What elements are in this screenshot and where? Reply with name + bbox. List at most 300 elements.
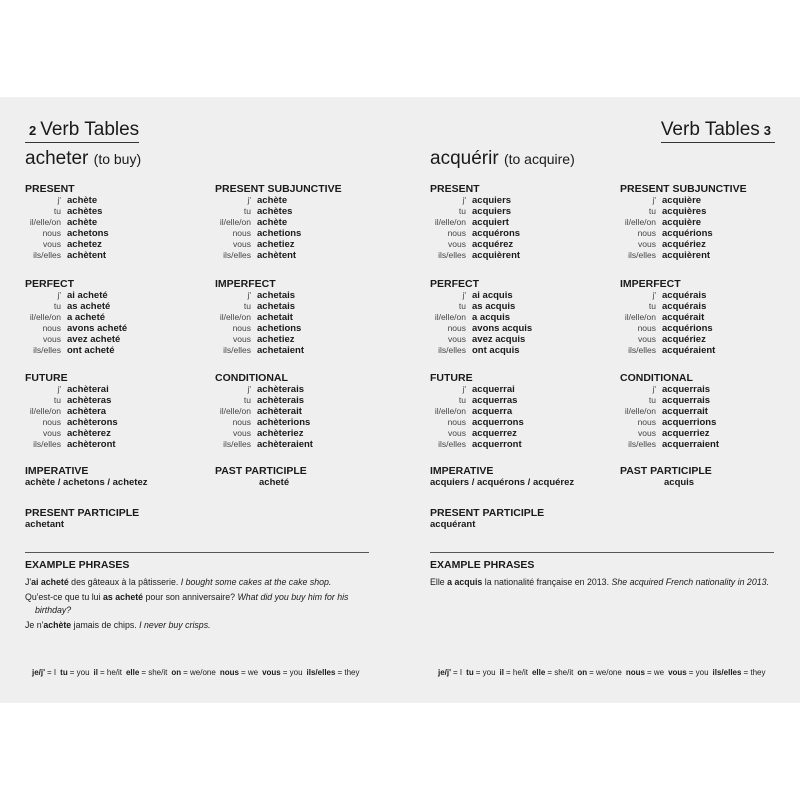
legend-key: on — [577, 668, 588, 677]
phrase-pre: Elle — [430, 577, 448, 587]
conjugation-row — [25, 406, 195, 417]
verb-form: achèterait — [257, 406, 302, 417]
verb-form: ai acquis — [472, 290, 513, 301]
verb-form: acquérez — [472, 239, 514, 250]
legend-key: vous — [668, 668, 687, 677]
imperative — [430, 465, 620, 488]
tense-name: PRESENT — [25, 183, 75, 195]
legend-entry — [500, 668, 528, 677]
phrase-italic: I bought some cakes at the cake shop. — [180, 577, 332, 587]
conjugation-row — [215, 428, 385, 439]
legend-value: = he/it — [99, 668, 122, 677]
pronoun: ils/elles — [628, 345, 656, 355]
pronoun: vous — [233, 239, 251, 249]
legend-entry — [171, 668, 215, 677]
legend-key: il — [93, 668, 98, 677]
past-participle — [620, 465, 790, 488]
section-title-text: Verb Tables — [40, 119, 140, 140]
tense-name: IMPERFECT — [620, 278, 681, 290]
imperative-forms: acquiers / acquérons / acquérez — [430, 477, 575, 488]
tense-name: PRESENT PARTICIPLE — [430, 507, 545, 519]
conjugation-row — [215, 228, 385, 239]
verb-form: acquièrent — [662, 250, 711, 261]
verb-form: as acheté — [67, 301, 111, 312]
pronoun: ils/elles — [628, 250, 656, 260]
legend-entry — [262, 668, 302, 677]
pronoun: tu — [648, 206, 656, 216]
conjugation-row — [620, 406, 790, 417]
legend-value: = you — [282, 668, 303, 677]
left-page — [0, 97, 400, 703]
legend-entry — [532, 668, 573, 677]
conjugation-row — [430, 417, 600, 428]
present-participle-form: acquérant — [430, 519, 476, 530]
pronoun: tu — [458, 301, 466, 311]
example-phrase — [25, 619, 365, 632]
conjugation-row — [430, 384, 600, 395]
page-number: 3 — [763, 123, 771, 138]
pronoun: tu — [243, 301, 251, 311]
conjugation-row — [430, 290, 600, 301]
tense-perfect — [25, 278, 195, 356]
verb-form: acquièrent — [472, 250, 521, 261]
verb-form: achèterais — [257, 395, 305, 406]
pronoun: nous — [232, 323, 251, 333]
example-phrases — [430, 576, 770, 591]
past-participle-form: acheté — [259, 477, 290, 488]
conjugation-row — [25, 290, 195, 301]
pronoun: tu — [458, 206, 466, 216]
pronoun: il/elle/on — [434, 406, 466, 416]
conjugation-row — [215, 206, 385, 217]
right-page — [400, 97, 800, 703]
verb-form: achetait — [257, 312, 293, 323]
pronoun: j' — [462, 195, 466, 205]
pronoun: il/elle/on — [29, 406, 61, 416]
example-phrase — [25, 591, 365, 617]
conjugation-row — [215, 290, 385, 301]
conjugation-row — [430, 312, 600, 323]
conjugation-row — [215, 239, 385, 250]
page-number: 2 — [29, 123, 37, 138]
pronoun: ils/elles — [438, 345, 466, 355]
verb-form: achetons — [67, 228, 109, 239]
tense-name: IMPERATIVE — [25, 465, 89, 477]
conjugation-row — [25, 228, 195, 239]
conjugation-row — [25, 312, 195, 323]
example-phrase — [25, 576, 365, 589]
pronoun: nous — [637, 228, 656, 238]
verb-form: acquérions — [662, 228, 713, 239]
example-phrases-title: EXAMPLE PHRASES — [430, 559, 535, 571]
divider — [25, 552, 369, 553]
legend-value: = you — [69, 668, 90, 677]
conjugation-row — [215, 312, 385, 323]
verb-form: achète — [257, 195, 288, 206]
conjugation-row — [215, 250, 385, 261]
conjugation-row — [620, 195, 790, 206]
verb-form: avez acquis — [472, 334, 526, 345]
pronoun: nous — [42, 228, 61, 238]
section-title-text: Verb Tables — [660, 119, 760, 140]
tense-conditional — [620, 372, 790, 450]
pronoun: vous — [638, 239, 656, 249]
pronoun: il/elle/on — [434, 312, 466, 322]
conjugation-row — [430, 228, 600, 239]
pronoun: ils/elles — [223, 439, 251, 449]
pronoun: j' — [462, 384, 466, 394]
verb-form: acquerrons — [472, 417, 524, 428]
tense-name: PERFECT — [430, 278, 480, 290]
legend-entry — [668, 668, 708, 677]
pronoun: ils/elles — [628, 439, 656, 449]
conjugation-row — [25, 217, 195, 228]
pronoun: vous — [448, 428, 466, 438]
pronoun: nous — [232, 228, 251, 238]
pronoun: vous — [43, 239, 61, 249]
conjugation-row — [25, 395, 195, 406]
verb-infinitive: acquérir — [430, 148, 499, 169]
legend-value: = we/one — [183, 668, 216, 677]
legend-value: = you — [475, 668, 496, 677]
verb-form: achèteriez — [257, 428, 304, 439]
verb-form: acquérait — [662, 312, 705, 323]
pronoun: j' — [652, 384, 656, 394]
conjugation-row — [215, 217, 385, 228]
tense-name: IMPERATIVE — [430, 465, 494, 477]
verb-form: as acquis — [472, 301, 516, 312]
pronoun: ils/elles — [33, 439, 61, 449]
conjugation-row — [215, 417, 385, 428]
legend-entry — [466, 668, 495, 677]
verb-form: a acheté — [67, 312, 106, 323]
pronoun: il/elle/on — [219, 406, 251, 416]
conjugation-row — [430, 395, 600, 406]
example-phrase — [430, 576, 770, 589]
verb-form: achetiez — [257, 334, 295, 345]
verb-gloss: (to buy) — [93, 151, 142, 167]
verb-form: acquerront — [472, 439, 522, 450]
verb-form: achètent — [257, 250, 297, 261]
conjugation-row — [25, 417, 195, 428]
pronoun: nous — [42, 323, 61, 333]
pronoun: vous — [448, 239, 466, 249]
tense-name: IMPERFECT — [215, 278, 276, 290]
verb-form: ont acheté — [67, 345, 115, 356]
pronoun: il/elle/on — [29, 312, 61, 322]
verb-form: acquerras — [472, 395, 518, 406]
conjugation-row — [620, 428, 790, 439]
verb-form: achètes — [67, 206, 103, 217]
pronoun: vous — [233, 334, 251, 344]
tense-name: PRESENT PARTICIPLE — [25, 507, 140, 519]
conjugation-row — [215, 439, 385, 450]
legend-entry — [220, 668, 258, 677]
past-participle-form: acquis — [664, 477, 695, 488]
verb-form: acquériez — [662, 334, 706, 345]
pronoun: nous — [637, 323, 656, 333]
legend-value: = they — [337, 668, 360, 677]
phrase-italic: What did you buy him for his — [237, 592, 349, 602]
present-participle — [430, 507, 600, 530]
pronoun: ils/elles — [33, 250, 61, 260]
conjugation-row — [25, 323, 195, 334]
verb-title — [430, 148, 575, 170]
legend-entry — [94, 668, 122, 677]
conjugation-row — [430, 206, 600, 217]
verb-form: acquerrions — [662, 417, 717, 428]
conjugation-row — [25, 384, 195, 395]
legend-entry — [32, 668, 56, 677]
conjugation-row — [620, 417, 790, 428]
legend-entry — [438, 668, 462, 677]
pronoun: nous — [42, 417, 61, 427]
conjugation-row — [215, 195, 385, 206]
verb-form: acquiert — [472, 217, 509, 228]
pronoun: tu — [53, 395, 61, 405]
verb-form: achetions — [257, 323, 302, 334]
tense-imperfect — [215, 278, 385, 356]
phrase-italic: I never buy crisps. — [139, 620, 211, 630]
verb-form: achète — [257, 217, 288, 228]
verb-form: achèteras — [67, 395, 112, 406]
verb-form: achèterais — [257, 384, 305, 395]
conjugation-row — [25, 250, 195, 261]
verb-form: achetais — [257, 301, 296, 312]
conjugation-row — [215, 301, 385, 312]
pronoun: ils/elles — [33, 345, 61, 355]
phrase-post: jamais de chips. — [71, 620, 140, 630]
conjugation-row — [25, 206, 195, 217]
legend-entry — [626, 668, 664, 677]
pronoun: il/elle/on — [624, 312, 656, 322]
legend-value: = I — [453, 668, 463, 677]
conjugation-row — [430, 439, 600, 450]
legend-value: = you — [688, 668, 709, 677]
tense-present — [25, 183, 195, 261]
phrase-bold: achète — [43, 620, 72, 630]
legend-key: il — [499, 668, 504, 677]
verb-form: achetiez — [257, 239, 295, 250]
tense-conditional — [215, 372, 385, 450]
verb-form: acquérons — [472, 228, 521, 239]
verb-form: achète — [67, 195, 98, 206]
conjugation-row — [215, 323, 385, 334]
verb-form: achèterions — [257, 417, 311, 428]
verb-form: acquériez — [662, 239, 706, 250]
verb-form: acquiers — [472, 206, 512, 217]
legend-entry — [577, 668, 621, 677]
tense-name: PAST PARTICIPLE — [620, 465, 712, 477]
legend-entry — [307, 668, 360, 677]
tense-name: PAST PARTICIPLE — [215, 465, 307, 477]
example-phrases — [25, 576, 365, 634]
pronoun: nous — [447, 323, 466, 333]
conjugation-row — [620, 323, 790, 334]
verb-form: achèteraient — [257, 439, 313, 450]
pronoun: vous — [638, 428, 656, 438]
pronoun-legend — [32, 668, 363, 677]
pronoun: j' — [652, 195, 656, 205]
legend-key: ils/elles — [712, 668, 742, 677]
verb-form: achetez — [67, 239, 102, 250]
tense-future — [25, 372, 195, 450]
verb-form: avez acheté — [67, 334, 121, 345]
pronoun: il/elle/on — [219, 312, 251, 322]
verb-form: acquéraient — [662, 345, 716, 356]
tense-present-subjunctive — [215, 183, 385, 261]
section-title — [25, 119, 139, 143]
pronoun: nous — [637, 417, 656, 427]
legend-value: = we — [240, 668, 259, 677]
verb-form: acquerriez — [662, 428, 710, 439]
conjugation-row — [25, 239, 195, 250]
tense-future — [430, 372, 600, 450]
tense-name: CONDITIONAL — [620, 372, 693, 384]
pronoun: ils/elles — [223, 345, 251, 355]
imperative — [25, 465, 195, 488]
legend-value: = we/one — [589, 668, 622, 677]
verb-form: achète — [67, 217, 98, 228]
conjugation-row — [620, 384, 790, 395]
conjugation-row — [620, 345, 790, 356]
legend-entry — [713, 668, 766, 677]
conjugation-row — [430, 334, 600, 345]
conjugation-row — [25, 334, 195, 345]
verb-form: achetais — [257, 290, 296, 301]
legend-key: ils/elles — [306, 668, 336, 677]
verb-form: acquerrez — [472, 428, 517, 439]
legend-key: je/j' — [438, 668, 452, 677]
verb-form: acquérais — [662, 301, 707, 312]
pronoun: j' — [57, 290, 61, 300]
legend-key: on — [171, 668, 182, 677]
conjugation-row — [215, 384, 385, 395]
example-phrases-title: EXAMPLE PHRASES — [25, 559, 130, 571]
tense-name: PRESENT SUBJUNCTIVE — [620, 183, 747, 195]
verb-form: a acquis — [472, 312, 511, 323]
tense-name: FUTURE — [430, 372, 473, 384]
conjugation-row — [620, 206, 790, 217]
conjugation-row — [620, 250, 790, 261]
legend-key: vous — [262, 668, 281, 677]
conjugation-row — [430, 428, 600, 439]
legend-key: nous — [219, 668, 239, 677]
phrase-post: pour son anniversaire? — [143, 592, 238, 602]
legend-value: = he/it — [505, 668, 528, 677]
verb-form: achètes — [257, 206, 293, 217]
verb-form: acquière — [662, 195, 702, 206]
phrase-pre: Qu'est-ce que tu lui — [25, 592, 103, 602]
legend-key: nous — [625, 668, 645, 677]
pronoun: j' — [462, 290, 466, 300]
verb-form: acquerraient — [662, 439, 720, 450]
conjugation-row — [25, 428, 195, 439]
pronoun: ils/elles — [438, 439, 466, 449]
conjugation-row — [620, 228, 790, 239]
pronoun: tu — [243, 395, 251, 405]
conjugation-row — [25, 439, 195, 450]
present-participle — [25, 507, 195, 530]
verb-gloss: (to acquire) — [503, 151, 575, 167]
legend-entry — [126, 668, 167, 677]
conjugation-row — [620, 290, 790, 301]
verb-form: achèteront — [67, 439, 116, 450]
pronoun: tu — [53, 301, 61, 311]
pronoun: ils/elles — [438, 250, 466, 260]
phrase-post: la nationalité française en 2013. — [482, 577, 612, 587]
conjugation-row — [430, 239, 600, 250]
pronoun: il/elle/on — [219, 217, 251, 227]
verb-form: achèterons — [67, 417, 118, 428]
tense-name: CONDITIONAL — [215, 372, 288, 384]
legend-key: tu — [60, 668, 68, 677]
verb-form: acquiers — [472, 195, 512, 206]
tense-name: PRESENT — [430, 183, 480, 195]
verb-form: acquière — [662, 217, 702, 228]
verb-form: achetions — [257, 228, 302, 239]
section-title — [661, 119, 775, 143]
verb-form: acquerrait — [662, 406, 708, 417]
pronoun: vous — [638, 334, 656, 344]
imperative-forms: achète / achetons / achetez — [25, 477, 148, 488]
pronoun: nous — [232, 417, 251, 427]
conjugation-row — [620, 239, 790, 250]
verb-form: acquerrais — [662, 384, 711, 395]
verb-form: achèterez — [67, 428, 111, 439]
verb-form: acquières — [662, 206, 707, 217]
tense-name: PRESENT SUBJUNCTIVE — [215, 183, 342, 195]
pronoun: vous — [233, 428, 251, 438]
pronoun: il/elle/on — [434, 217, 466, 227]
pronoun: vous — [43, 428, 61, 438]
pronoun: tu — [53, 206, 61, 216]
conjugation-row — [430, 323, 600, 334]
verb-form: avons acheté — [67, 323, 128, 334]
pronoun: ils/elles — [223, 250, 251, 260]
legend-key: elle — [125, 668, 140, 677]
phrase-pre: Je n' — [25, 620, 44, 630]
conjugation-row — [620, 301, 790, 312]
verb-form: acquerra — [472, 406, 513, 417]
tense-present-subjunctive — [620, 183, 790, 261]
present-participle-form: achetant — [25, 519, 65, 530]
phrase-pre: J' — [25, 577, 32, 587]
legend-entry — [60, 668, 89, 677]
conjugation-row — [215, 345, 385, 356]
pronoun: j' — [57, 195, 61, 205]
legend-key: elle — [531, 668, 546, 677]
conjugation-row — [215, 334, 385, 345]
conjugation-row — [25, 301, 195, 312]
divider — [430, 552, 774, 553]
pronoun: j' — [247, 384, 251, 394]
verb-form: ai acheté — [67, 290, 108, 301]
phrase-post: des gâteaux à la pâtisserie. — [68, 577, 181, 587]
legend-key: tu — [466, 668, 474, 677]
conjugation-row — [215, 406, 385, 417]
verb-form: achetaient — [257, 345, 304, 356]
verb-title — [25, 148, 141, 170]
pronoun: il/elle/on — [624, 217, 656, 227]
conjugation-row — [25, 195, 195, 206]
phrase-italic: She acquired French nationality in 2013. — [611, 577, 769, 587]
tense-name: PERFECT — [25, 278, 75, 290]
verb-form: acquerrai — [472, 384, 515, 395]
conjugation-row — [620, 334, 790, 345]
pronoun: il/elle/on — [624, 406, 656, 416]
conjugation-row — [430, 195, 600, 206]
